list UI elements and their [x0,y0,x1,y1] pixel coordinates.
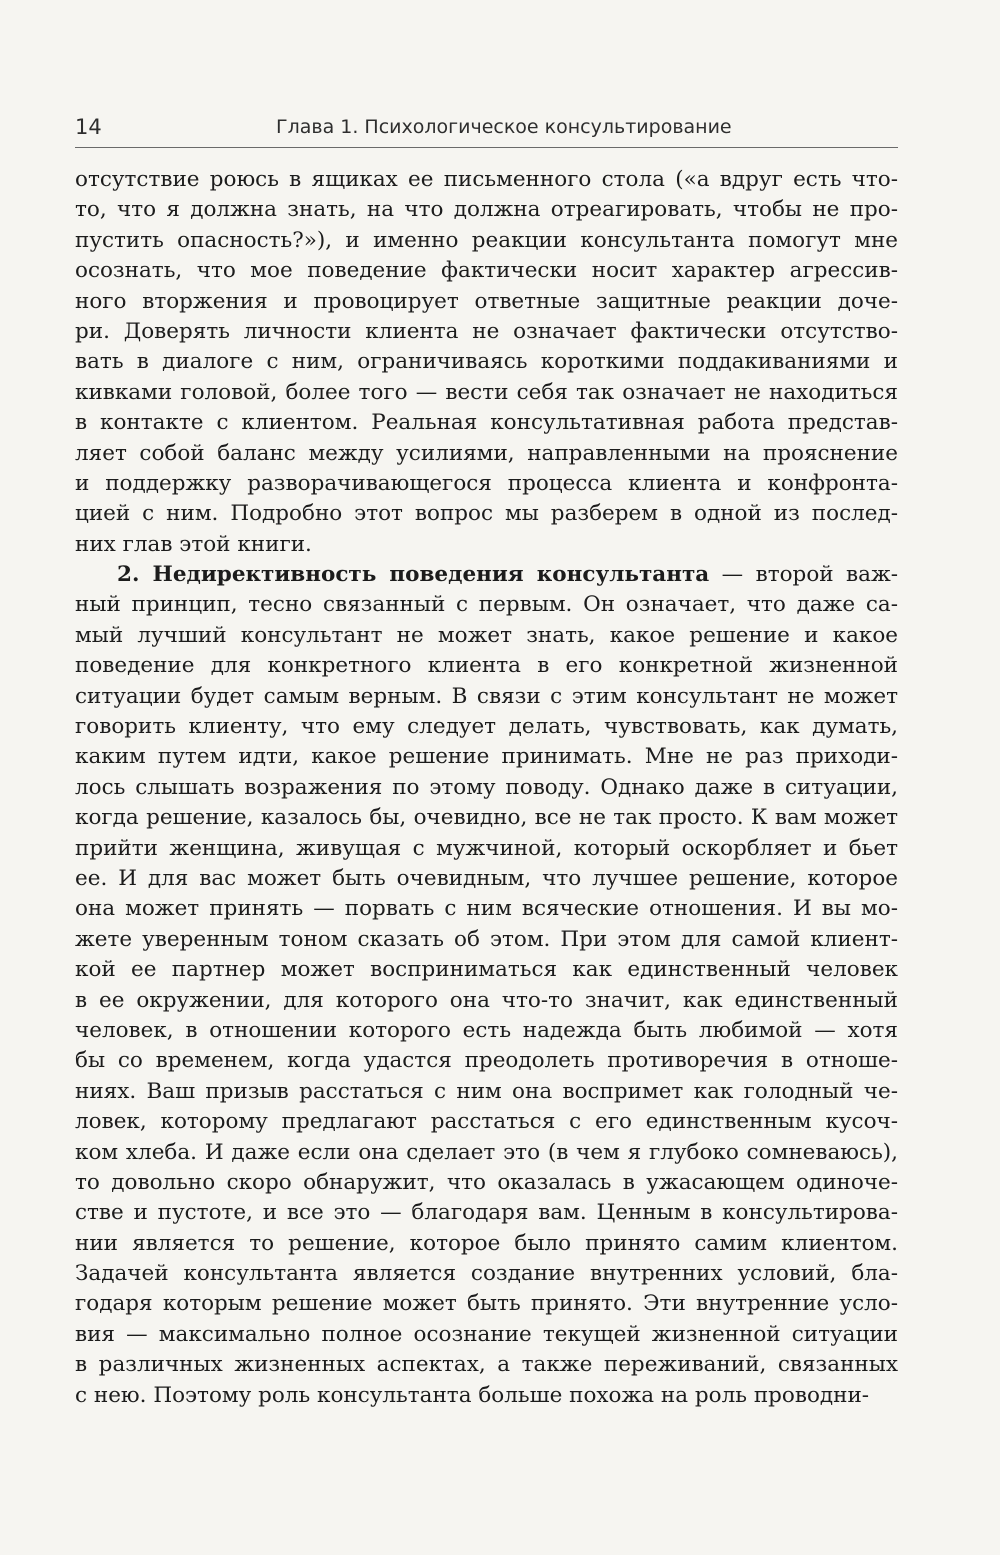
text-line: пустить опасность?»), и именно реакции консультанта помогут мне [75,227,898,253]
text-line: ловек, которому предлагают расстаться с его единственным кусоч- [75,1109,898,1135]
text-line: годаря которым решение может быть принято. Эти внутренние усло- [75,1291,898,1317]
text-line: отсутствие роюсь в ящиках ее письменного стола («а вдруг есть что- [75,167,898,192]
text-line: с нею. Поэтому роль консультанта больше похожа на роль проводни- [75,1382,870,1408]
text-line: говорить клиенту, что ему следует делать, чувствовать, как думать, [75,714,898,740]
text-line: цией с ним. Подробно этот вопрос мы разберем в одной из послед- [75,501,898,527]
text-line: то, что я должна знать, на что должна отреагировать, чтобы не про- [75,197,898,223]
paragraph-2 [75,560,898,1411]
text-line: в ее окружении, для которого она что-то значит, как единственный [75,987,898,1013]
text-line: каким путем идти, какое решение принимать. Мне не раз приходи- [75,744,898,770]
text-line: ниях. Ваш призыв расстаться с ним она воспримет как голодный че- [75,1078,898,1104]
text-line: когда решение, казалось бы, очевидно, все не так просто. К вам может [75,805,898,831]
text-line: бы со временем, когда удастся преодолеть противоречия в отноше- [75,1048,898,1074]
text-line: Задачей консультанта является создание внутренних условий, бла- [75,1261,898,1287]
text-line: в различных жизненных аспектах, а также переживаний, связанных [75,1352,898,1378]
text-line: лось слышать возражения по этому поводу. Однако даже в ситуации, [75,774,898,800]
text-line-first [75,560,898,590]
text-line: поведение для конкретного клиента в его конкретной жизненной [75,653,898,679]
text-line: ком хлеба. И даже если она сделает это (в чем я глубоко сомневаюсь), [75,1139,898,1165]
text-line: них глав этой книги. [75,531,312,557]
body-text [75,165,898,1411]
text-line: осознать, что мое поведение фактически носит характер агрессив- [75,258,898,284]
text-line: вия — максимально полное осознание текущей жизненной ситуации [75,1321,898,1347]
text-line: стве и пустоте, и все это — благодаря вам. Ценным в консультирова- [75,1200,898,1226]
text-line: и поддержку разворачивающегося процесса клиента и конфронта- [75,470,898,496]
text-line: ного вторжения и провоцирует ответные защитные реакции доче- [75,288,898,314]
text-fragment: — второй важ- [709,562,898,588]
text-line: кивками головой, более того — вести себя так означает не находиться [75,379,898,405]
chapter-title: Глава 1. Психологическое консультирование [276,116,732,138]
text-line: ляет собой баланс между усилиями, направленными на прояснение [75,440,898,466]
principle-heading: 2. Недирективность поведения консультанта [117,562,710,588]
text-line: то довольно скоро обнаружит, что оказалась в ужасающем одиноче- [75,1169,898,1195]
text-line: вать в диалоге с ним, ограничиваясь короткими поддакиваниями и [75,349,898,375]
page-number: 14 [75,115,102,139]
paragraph-1 [75,165,898,560]
text-line: ее. И для вас может быть очевидным, что лучшее решение, которое [75,865,898,891]
text-line: кой ее партнер может восприниматься как единственный человек [75,957,898,983]
text-line: в контакте с клиентом. Реальная консультативная работа представ- [75,410,898,436]
running-header [75,113,898,148]
text-line: мый лучший консультант не может знать, какое решение и какое [75,622,898,648]
text-line: нии является то решение, которое было принято самим клиентом. [75,1230,898,1256]
text-line: прийти женщина, живущая с мужчиной, который оскорбляет и бьет [75,835,898,861]
text-line: ситуации будет самым верным. В связи с этим консультант не может [75,683,898,709]
text-line: жете уверенным тоном сказать об этом. При этом для самой клиент- [75,926,898,952]
text-line: она может принять — порвать с ним всяческие отношения. И вы мо- [75,896,898,922]
text-line: ри. Доверять личности клиента не означает фактически отсутство- [75,318,898,344]
text-line: человек, в отношении которого есть надежда быть любимой — хотя [75,1017,898,1043]
text-line: ный принцип, тесно связанный с первым. Он означает, что даже са- [75,592,898,618]
